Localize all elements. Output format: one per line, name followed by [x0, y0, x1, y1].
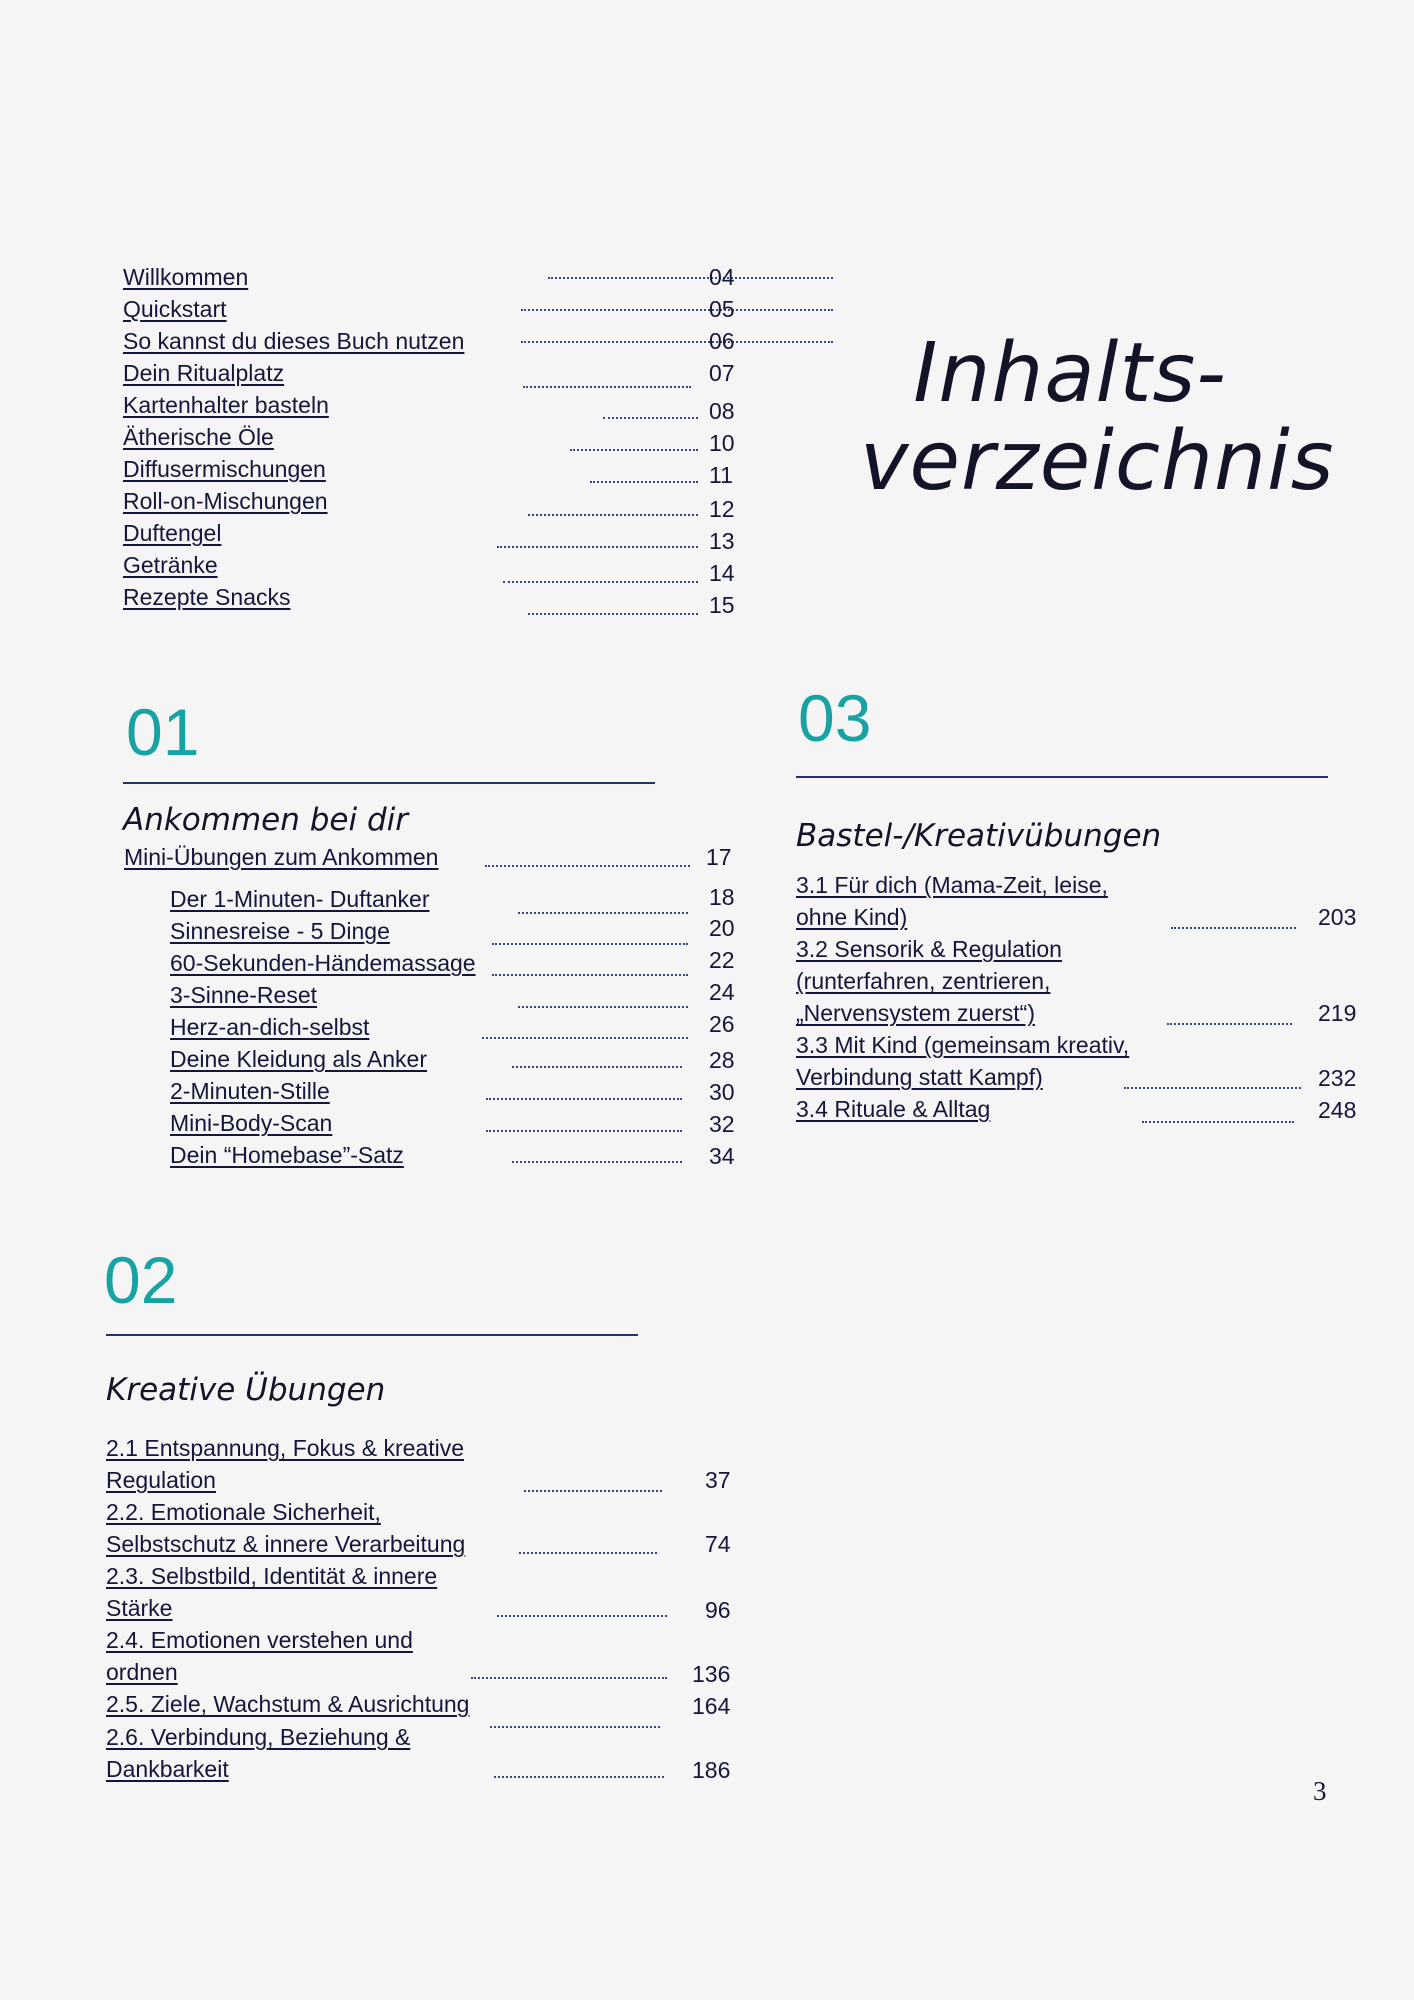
section-divider: [123, 782, 655, 784]
toc-entry-label[interactable]: Duftengel: [123, 520, 222, 546]
toc-entry-page: 17: [706, 844, 732, 870]
toc-entry-page: 219: [1318, 1000, 1357, 1026]
section-heading: Ankommen bei dir: [123, 802, 408, 838]
toc-entry-page: 74: [705, 1531, 731, 1557]
toc-entry-label[interactable]: Kartenhalter basteln: [123, 392, 329, 418]
toc-entry-label-line1[interactable]: 3.4 Rituale & Alltag: [796, 1096, 991, 1122]
toc-entry-label-line2[interactable]: ohne Kind): [796, 904, 908, 930]
toc-entry-page: 07: [709, 360, 735, 386]
toc-entry-label-line2[interactable]: ordnen: [106, 1659, 178, 1685]
section-number: 03: [798, 681, 872, 755]
toc-entry-duftengel[interactable]: [123, 518, 743, 554]
toc-entry-label-line2[interactable]: Stärke: [106, 1595, 173, 1621]
toc-entry-ritualplatz[interactable]: [123, 358, 743, 388]
toc-entry-label-line1[interactable]: 3.1 Für dich (Mama-Zeit, leise,: [796, 872, 1108, 898]
toc-entry-label[interactable]: Mini-Übungen zum Ankommen: [124, 844, 439, 870]
toc-leader-dots: [523, 386, 691, 388]
page-number: 3: [1313, 1776, 1327, 1806]
toc-leader-dots: [548, 277, 833, 279]
toc-leader-dots: [482, 1037, 688, 1039]
toc-entry-willkommen[interactable]: [123, 262, 743, 292]
toc-entry-label-line2[interactable]: Dankbarkeit: [106, 1756, 229, 1782]
toc-leader-dots: [518, 1006, 688, 1008]
toc-entry-page: 136: [692, 1661, 731, 1687]
toc-entry-page: 203: [1318, 904, 1357, 930]
toc-leader-dots: [524, 1490, 662, 1492]
toc-entry-page: 10: [709, 430, 735, 456]
toc-entry-label[interactable]: So kannst du dieses Buch nutzen: [123, 328, 465, 354]
toc-entry-getraenke[interactable]: [123, 550, 743, 586]
toc-entry-page: 05: [709, 296, 735, 322]
toc-entry-label-line1[interactable]: 3.2 Sensorik & Regulation: [796, 936, 1062, 962]
toc-entry-page: 32: [709, 1111, 735, 1137]
toc-leader-dots: [497, 546, 698, 548]
section-divider: [106, 1334, 638, 1336]
toc-entry-page: 18: [709, 884, 735, 910]
toc-entry-label-line3[interactable]: „Nervensystem zuerst“): [796, 1000, 1035, 1026]
toc-leader-dots: [603, 417, 698, 419]
toc-entry-label[interactable]: Roll-on-Mischungen: [123, 488, 328, 514]
toc-entry-label[interactable]: 2-Minuten-Stille: [170, 1078, 330, 1104]
toc-entry-label-line1[interactable]: 2.1 Entspannung, Fokus & kreative: [106, 1435, 464, 1461]
toc-title-line2: verzeichnis: [860, 414, 1335, 509]
toc-entry-rezepte-snacks[interactable]: [123, 582, 743, 618]
toc-leader-dots: [1142, 1121, 1294, 1123]
toc-leader-dots: [1124, 1087, 1301, 1089]
toc-leader-dots: [521, 341, 833, 343]
toc-entry-label[interactable]: 60-Sekunden-Händemassage: [170, 950, 476, 976]
toc-entry-label[interactable]: Der 1-Minuten- Duftanker: [170, 886, 430, 912]
toc-entry-label-line2[interactable]: Regulation: [106, 1467, 216, 1493]
toc-entry-page: 232: [1318, 1065, 1357, 1091]
toc-title: [860, 326, 1335, 509]
toc-entry-roll-on[interactable]: [123, 486, 743, 522]
section-divider: [796, 776, 1328, 778]
toc-entry-label[interactable]: Rezepte Snacks: [123, 584, 291, 610]
toc-entry-label[interactable]: Willkommen: [123, 264, 249, 290]
toc-entry-label[interactable]: Getränke: [123, 552, 218, 578]
section-number: 02: [104, 1243, 178, 1317]
toc-entry-kartenhalter[interactable]: [123, 390, 743, 424]
toc-leader-dots: [512, 1066, 682, 1068]
toc-entry-page: 164: [692, 1693, 731, 1719]
toc-entry-page: 06: [709, 328, 735, 354]
toc-entry-buch-nutzen[interactable]: [123, 326, 743, 356]
toc-entry-page: 08: [709, 398, 735, 424]
toc-leader-dots: [494, 1776, 664, 1778]
toc-leader-dots: [492, 943, 688, 945]
toc-leader-dots: [497, 1615, 667, 1617]
toc-entry-label-line1[interactable]: 2.4. Emotionen verstehen und: [106, 1627, 413, 1653]
toc-leader-dots: [492, 974, 688, 976]
toc-entry-label-line2[interactable]: Selbstschutz & innere Verarbeitung: [106, 1531, 466, 1557]
toc-entry-page: 28: [709, 1047, 735, 1073]
toc-entry-page: 15: [709, 592, 735, 618]
toc-entry-page: 30: [709, 1079, 735, 1105]
toc-leader-dots: [486, 1098, 682, 1100]
toc-entry-diffusermischungen[interactable]: [123, 454, 743, 488]
toc-entry-page: 14: [709, 560, 735, 586]
toc-leader-dots: [518, 912, 688, 914]
toc-leader-dots: [485, 865, 690, 867]
toc-entry-page: 24: [709, 979, 735, 1005]
toc-entry-label-line1[interactable]: 2.6. Verbindung, Beziehung &: [106, 1724, 411, 1750]
toc-entry-label-line1[interactable]: 2.2. Emotionale Sicherheit,: [106, 1499, 381, 1525]
toc-leader-dots: [486, 1130, 682, 1132]
section-heading: Bastel-/Kreativübungen: [796, 818, 1162, 854]
toc-leader-dots: [471, 1677, 667, 1679]
toc-entry-page: 37: [705, 1467, 731, 1493]
toc-entry-page: 186: [692, 1757, 731, 1783]
toc-entry-page: 20: [709, 915, 735, 941]
toc-entry-page: 04: [709, 264, 735, 290]
toc-entry-label[interactable]: Dein Ritualplatz: [123, 360, 285, 386]
section-heading: Kreative Übungen: [106, 1372, 386, 1408]
toc-entry-page: 26: [709, 1011, 735, 1037]
toc-entry-label[interactable]: Dein “Homebase”-Satz: [170, 1142, 404, 1168]
toc-entry-page: 11: [709, 462, 733, 488]
toc-leader-dots: [519, 1552, 657, 1554]
toc-leader-dots: [1167, 1023, 1292, 1025]
toc-title-line1: Inhalts-: [913, 326, 1227, 421]
toc-entry-page: 12: [709, 496, 735, 522]
toc-entry-page: 248: [1318, 1097, 1357, 1123]
toc-entry-aetherische-oele[interactable]: [123, 422, 743, 456]
toc-entry-label-line1[interactable]: 2.3. Selbstbild, Identität & innere: [106, 1563, 438, 1589]
toc-leader-dots: [512, 1161, 682, 1163]
toc-entry-page: 96: [705, 1597, 731, 1623]
toc-entry-label-line2[interactable]: (runterfahren, zentrieren,: [796, 968, 1051, 994]
toc-leader-dots: [570, 449, 698, 451]
toc-entry-label-line1[interactable]: 2.5. Ziele, Wachstum & Ausrichtung: [106, 1691, 470, 1717]
toc-leader-dots: [490, 1726, 660, 1728]
toc-entry-label[interactable]: Diffusermischungen: [123, 456, 326, 482]
toc-entry-label-line2[interactable]: Verbindung statt Kampf): [796, 1064, 1043, 1090]
toc-leader-dots: [528, 514, 698, 516]
toc-entry-page: 22: [709, 947, 735, 973]
toc-entry-label[interactable]: Deine Kleidung als Anker: [170, 1046, 427, 1072]
toc-entry-label-line1[interactable]: 3.3 Mit Kind (gemeinsam kreativ,: [796, 1032, 1130, 1058]
toc-leader-dots: [528, 613, 698, 615]
toc-entry-label[interactable]: 3-Sinne-Reset: [170, 982, 318, 1008]
toc-entry-label[interactable]: Sinnesreise - 5 Dinge: [170, 918, 390, 944]
toc-leader-dots: [1171, 927, 1296, 929]
toc-entry-label[interactable]: Quickstart: [123, 296, 227, 322]
toc-leader-dots: [590, 481, 698, 483]
toc-entry-page: 13: [709, 528, 735, 554]
section-number: 01: [126, 695, 200, 769]
toc-entry-quickstart[interactable]: [123, 294, 743, 324]
toc-entry-label[interactable]: Mini-Body-Scan: [170, 1110, 333, 1136]
toc-entry-page: 34: [709, 1143, 735, 1169]
toc-leader-dots: [521, 309, 833, 311]
toc-entry-label[interactable]: Ätherische Öle: [123, 424, 274, 450]
toc-entry-label[interactable]: Herz-an-dich-selbst: [170, 1014, 370, 1040]
